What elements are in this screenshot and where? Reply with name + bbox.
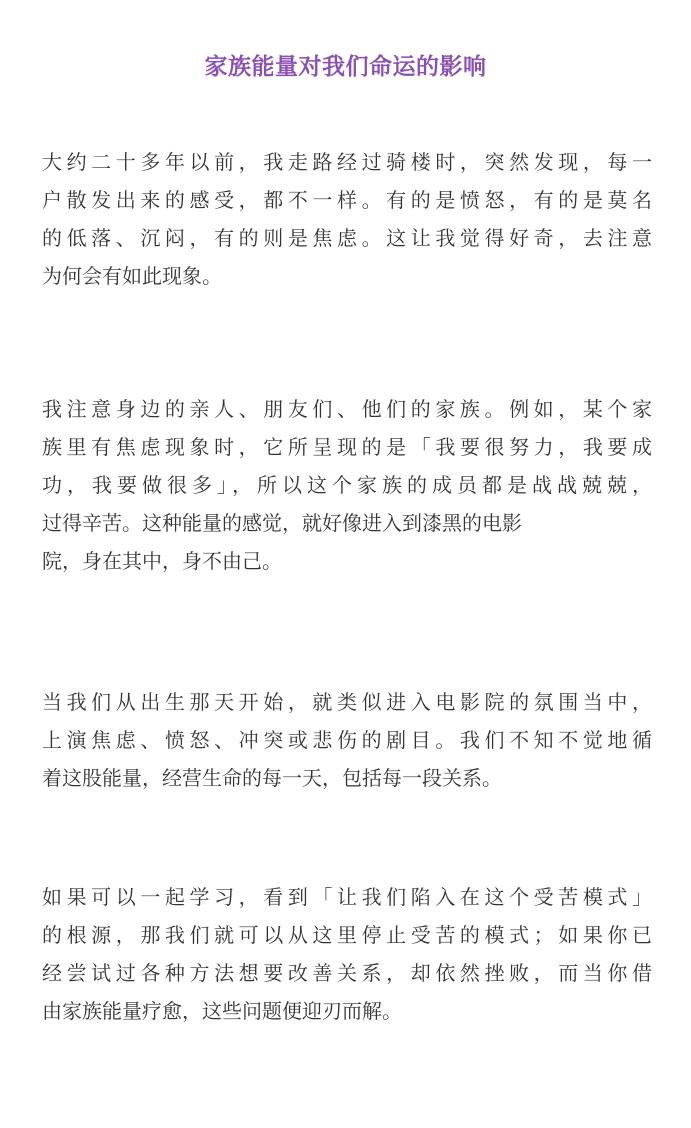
- paragraph-line: 我注意身边的亲人、朋友们、他们的家族。例如，某个家: [42, 397, 652, 421]
- paragraph-line: 由家族能量疗愈，这些问题便迎刃而解。: [42, 999, 402, 1023]
- paragraph-line: 上演焦虑、愤怒、冲突或悲伤的剧目。我们不知不觉地循: [42, 728, 652, 752]
- paragraph-line: 大约二十多年以前，我走路经过骑楼时，突然发现，每一: [42, 150, 652, 174]
- paragraph-4: [42, 878, 652, 1030]
- paragraph-1: [42, 143, 652, 295]
- paragraph-3: [42, 683, 652, 797]
- paragraph-line: 族里有焦虑现象时，它所呈现的是「我要很努力，我要成: [42, 435, 652, 459]
- paragraph-line: 功，我要做很多」，所以这个家族的成员都是战战兢兢，: [42, 473, 652, 497]
- paragraph-line: 经尝试过各种方法想要改善关系，却依然挫败，而当你借: [42, 961, 652, 985]
- paragraph-line: 户散发出来的感受，都不一样。有的是愤怒，有的是莫名: [42, 188, 652, 212]
- paragraph-line: 当我们从出生那天开始，就类似进入电影院的氛围当中，: [42, 690, 652, 714]
- paragraph-line: 的根源，那我们就可以从这里停止受苦的模式；如果你已: [42, 923, 652, 947]
- paragraph-line: 为何会有如此现象。: [42, 264, 222, 288]
- paragraph-2: [42, 390, 652, 580]
- article-title: 家族能量对我们命运的影响: [204, 54, 487, 80]
- paragraph-line: 过得辛苦。这种能量的感觉，就好像进入到漆黑的电影: [42, 511, 522, 535]
- paragraph-line: 着这股能量，经营生命的每一天，包括每一段关系。: [42, 766, 502, 790]
- paragraph-line: 院，身在其中，身不由己。: [42, 549, 282, 573]
- paragraph-line: 的低落、沉闷，有的则是焦虑。这让我觉得好奇，去注意: [42, 226, 652, 250]
- paragraph-line: 如果可以一起学习，看到「让我们陷入在这个受苦模式」: [42, 885, 652, 909]
